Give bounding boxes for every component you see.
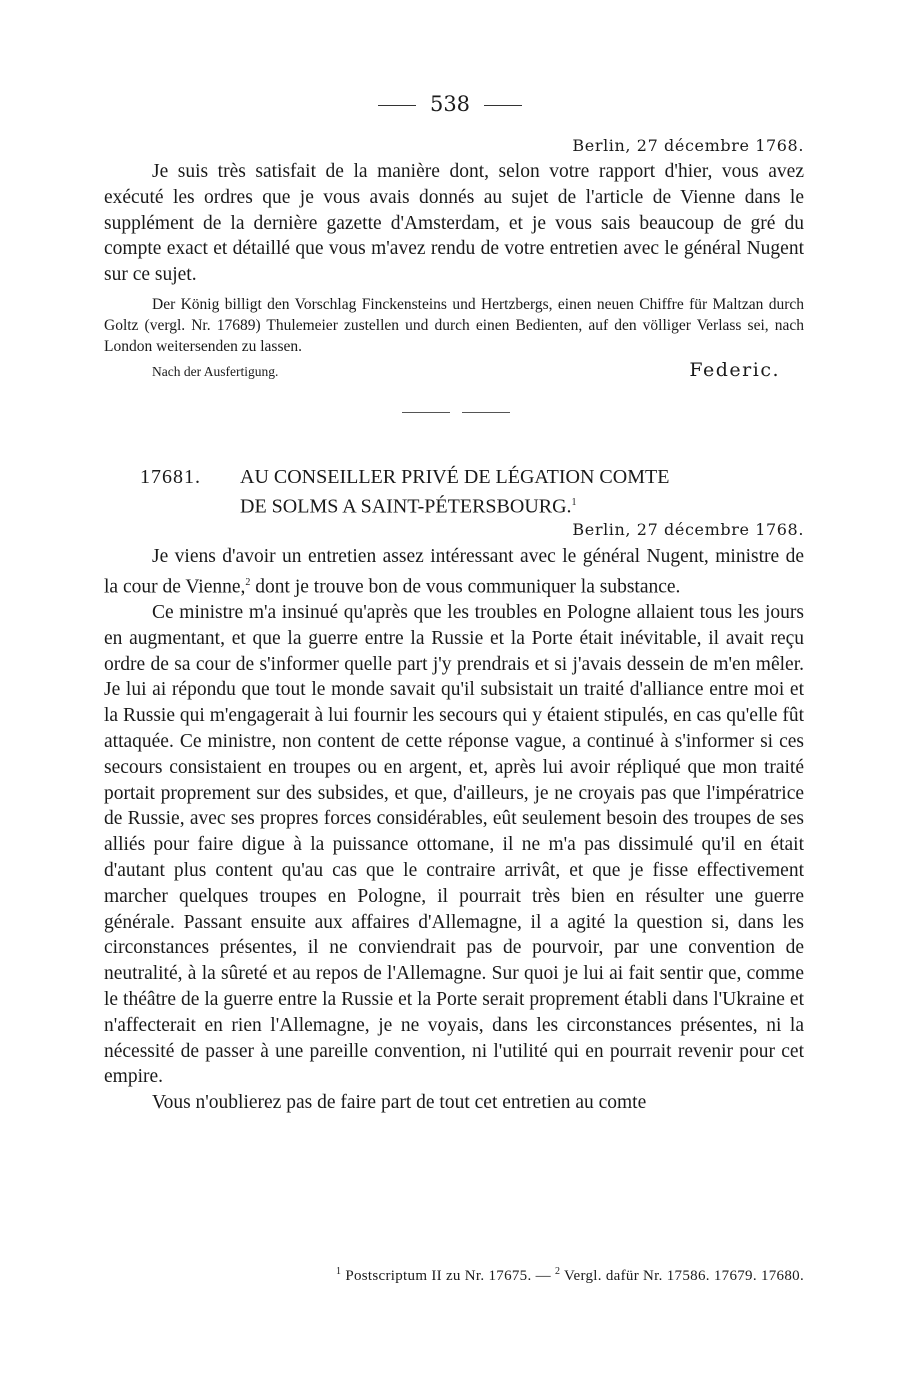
- footnote-1-text: Postscriptum II zu Nr. 17675. —: [341, 1268, 555, 1284]
- page-number: 538: [429, 92, 471, 116]
- letter1-source: Nach der Ausfertigung.: [152, 363, 279, 379]
- letter2-title-text2: DE SOLMS A SAINT-PÉTERSBOURG.: [240, 495, 572, 518]
- letter2-title-footnote-mark: 1: [571, 497, 577, 508]
- letter2-paragraph-1: [104, 544, 804, 600]
- letter1-body: [104, 159, 804, 288]
- letter-17681: [104, 520, 804, 1116]
- header-dash-left: [378, 105, 416, 106]
- letter2-p1-footnote-mark: 2: [245, 576, 251, 588]
- letter1-editorial-note: Der König billigt den Vorschlag Finckensteins und Hertzbergs, einen neuen Chiffre für Maltzan durch Goltz (vergl. Nr. 17689) Thulemeier zustellen und durch einen Bedienten, auf den völliger Verlass sei, nach London weitersenden zu lassen.: [104, 295, 804, 355]
- letter2-body: [104, 544, 804, 1116]
- letter1-dateline: Berlin, 27 décembre 1768.: [572, 136, 804, 155]
- letter2-p1-text-b: dont je trouve bon de vous communiquer la substance.: [250, 576, 681, 598]
- letter2-paragraph-3: Vous n'oublierez pas de faire part de tout cet entretien au comte: [152, 1092, 647, 1114]
- letter1-signature: Federic.: [689, 358, 780, 381]
- letter2-number: 17681.: [140, 466, 201, 488]
- section-separator: [402, 412, 510, 414]
- letter2-title-line1: [140, 464, 800, 490]
- letter2-title: [140, 464, 800, 520]
- page-header: [0, 92, 900, 116]
- letter-17680: [104, 136, 804, 381]
- footnote-2-mark: 2: [554, 1266, 561, 1277]
- letter1-paragraph: Je suis très satisfait de la manière dont, selon votre rapport d'hier, vous avez exécuté les ordres que je vous avais donnés au sujet de l'article de Vienne dans le supplément de la dernière gazette d'Amsterdam, et je vous sais beaucoup de gré du compte exact et détaillé que vous m'avez rendu de votre entretien avec le général Nugent sur ce sujet.: [104, 161, 804, 286]
- footnotes: [104, 1266, 804, 1285]
- letter2-title-text1: AU CONSEILLER PRIVÉ DE LÉGATION COMTE: [240, 466, 670, 488]
- letter2-paragraph-2: Ce ministre m'a insinué qu'après que les troubles en Pologne allaient tous les jours en augmentant, et que la guerre entre la Russie et la Porte était inévitable, il avait reçu ordre de sa cour de s'informer quelle part j'y prendrais et si j'avais dessein de m'en mêler. Je lui ai répondu que tout le monde savait qu'il subsistait un traité d'alliance entre moi et la Russie qui m'engagerait à lui fournir les secours qui y étaient stipulés, en cas qu'elle fût attaquée. Ce ministre, non content de cette réponse vague, a continué à s'informer si ces secours consistaient en troupes ou en argent, et, après lui avoir répliqué que mon traité portait proprement sur des subsides, et que, d'ailleurs, je ne croyais pas que l'impératrice de Russie, avec ses propres forces considérables, eût seulement besoin des troupes de ses alliés pour faire digue à la puissance ottomane, il ne m'a pas dissimulé qu'il en était d'autant plus content qu'au cas que le contraire arrivât, et que je fisse effectivement marcher quelques troupes en Pologne, il pourrait très bien en résulter une guerre générale. Passant ensuite aux affaires d'Allemagne, il a agité la question si, dans les circonstances présentes, il ne conviendrait pas de pourvoir, par une convention de neutralité, à la sûreté et au repos de l'Allemagne. Sur quoi je lui ai fait sentir que, comme le théâtre de la guerre entre la Russie et la Porte serait proprement établi dans l'Ukraine et n'affecterait en rien l'Allemagne, je ne voyais, dans les circonstances présentes, ni la nécessité de passer à une pareille convention, ni l'utilité qui en pourrait revenir pour cet empire.: [104, 602, 804, 1088]
- footnote-2-text: Vergl. dafür Nr. 17586. 17679. 17680.: [560, 1268, 804, 1284]
- header-dash-right: [484, 105, 522, 106]
- letter2-title-line2: [140, 490, 800, 520]
- footnote-1-mark: 1: [335, 1266, 342, 1277]
- letter1-signature-row: [104, 359, 804, 381]
- letter2-p1-text-a: Je viens d'avoir un entretien assez intéressant avec le général Nugent, ministre de la cour de Vienne,: [104, 546, 804, 598]
- letter2-dateline: Berlin, 27 décembre 1768.: [572, 520, 804, 539]
